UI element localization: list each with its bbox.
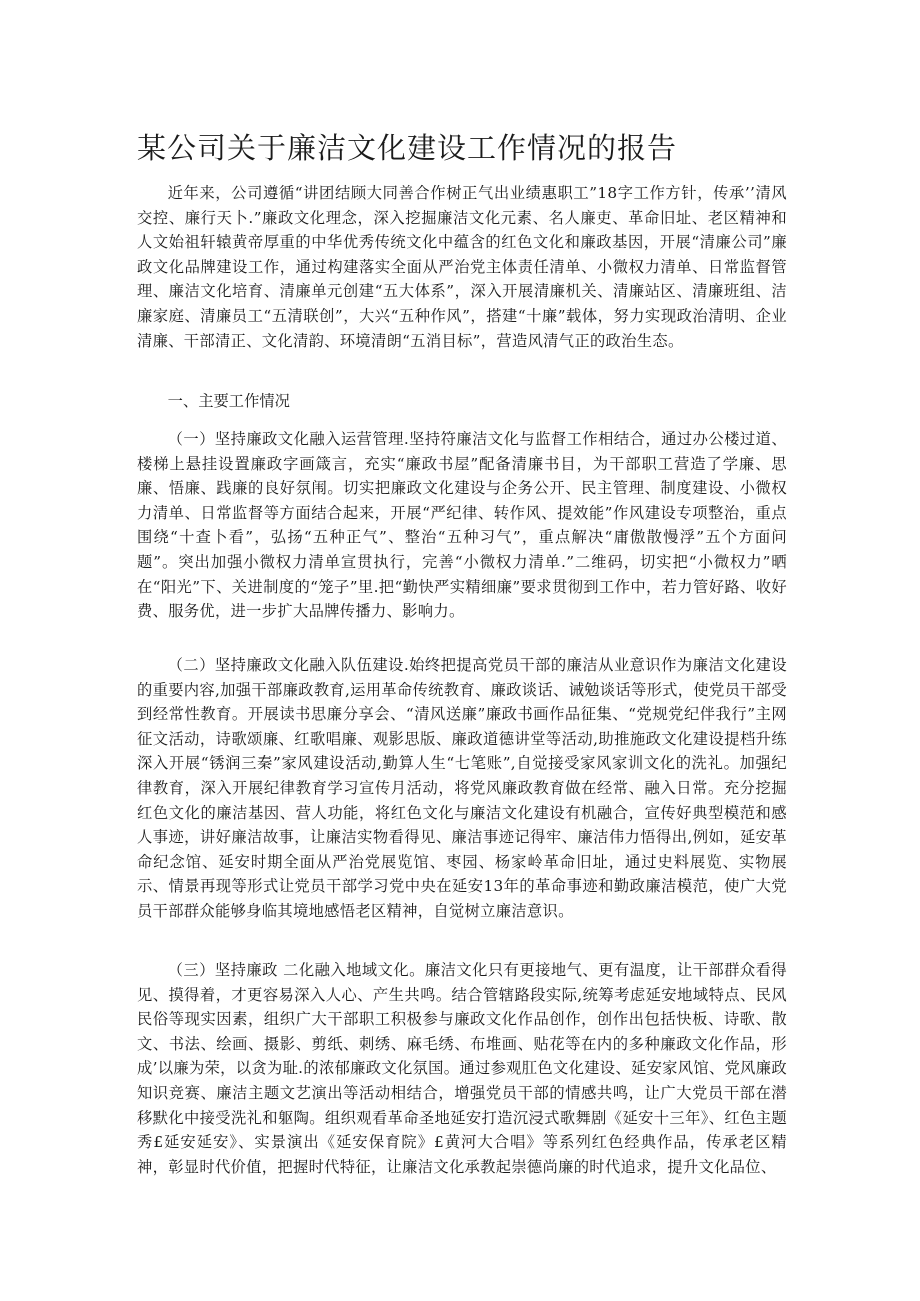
intro-paragraph: 近年来，公司遵循“讲团结顾大同善合作树正气出业绩惠职工”18字工作方针，传承’’清风交控、廉行天卜.”廉政文化理念，深入挖掘廉洁文化元素、名人廉吏、革命旧址、老区精神和人文始祖轩辕黄帝厚重的中华优秀传统文化中蕴含的红色文化和廉政基因，开展“清廉公司”廉政文化品牌建设工作，通过构建落实全面从严治党主体责任清单、小微权力清单、日常监督管理、廉洁文化培育、清廉单元创建“五大体系”，深入开展清廉机关、清廉站区、清廉班组、洁廉家庭、清廉员工“五清联创”，大兴“五种作风”，搭建“十廉”载体，努力实现政治清明、企业清廉、干部清正、文化清韵、环境清朗“五消目标”，营造风清气正的政治生态。 [137, 184, 787, 350]
paragraph-regional-culture: （三）坚持廉政 二化融入地域文化。廉洁文化只有更接地气、更有温度，让干部群众看得见、摸得着，才更容易深入人心、产生共鸣。结合管辖路段实际,统筹考虑延安地域特点、民风民俗等现实因素，组织广大干部职工积极参与廉政文化作品创作，创作出包括快板、诗歌、散文、书法、绘画、摄影、剪纸、刺绣、麻毛绣、布堆画、贴花等在内的多种廉政文化作品，形成’以廉为荣，以贪为耻.的浓郁廉政文化氛国。通过参观肛色文化建设、延安家风馆、党风廉政知识竞赛、廉洁主题文艺演出等活动相结合，增强党员干部的情感共鸣，让广大党员干部在潜移默化中接受洗礼和躯陶。组织观看革命圣地延安打造沉浸式歌舞剧《延安十三年》、红色主题秀£延安延安》、实景演出《延安保育院》£黄河大合唱》等系列红色经典作品，传承老区精神，彰显时代价值，把握时代特征，让廉洁文化承教起崇德尚廉的时代追求，提升文化品位、 [137, 961, 787, 1176]
section-heading-main-work: 一、主要工作情况 [167, 392, 290, 410]
document-title: 某公司关于廉洁文化建设工作情况的报告 [137, 131, 678, 165]
paragraph-operations: （一）坚持廉政文化融入运营管理.坚持符廉洁文化与监督工作相结合，通过办公楼过道、楼梯上悬挂设置廉政字画箴言，充实“廉政书屋”配备清廉书目，为干部职工营造了学廉、思廉、悟廉、践廉的良好氛闱。切实把廉政文化建设与企务公开、民主管理、制度建设、小微权力清单、日常监督等方面结合起来，开展“严纪律、转作风、提效能”作风建设专项整治，重点围绕“十查卜看”，弘扬“五种正气”、整治“五种习气”，重点解决“庸傲散慢浮”五个方面问题”。突出加强小微权力清单宣贯执行，完善“小微权力清单.”二维码，切实把“小微权力”晒在“阳光”下、关进制度的“笼子”里.把“勤快严实精细廉”要求贯彻到工作中，若力管好路、收好费、服务优，进一步扩大品牌传播力、影响力。 [137, 430, 787, 621]
paragraph-team-building: （二）坚持廉政文化融入队伍建设.始终把提高党员干部的廉洁从业意识作为廉洁文化建设的重要内容,加强干部廉政教育,运用革命传统教育、廉政谈话、诫勉谈话等形式，使党员干部受到经常性教育。开展读书思廉分享会、“清风送廉”廉政书画作品征集、“党规党纪伴我行”主网征文活动，诗歌颂廉、红歌唱廉、观影思版、廉政道德讲堂等活动,助推施政文化建设提档升练深入开展“锈润三秦”家风建设活动,勤算人生“七笔账”,自觉接受家风家训文化的洗礼。加强纪律教育，深入开展纪律教育学习宣传月活动，将党风廉政教育做在经常、融入日常。充分挖掘红色文化的廉洁基因、营人功能，将红色文化与廉洁文化建设有机融合，宣传好典型模范和感人事迹，讲好廉洁故事，让廉洁实物看得见、廉洁事迹记得牢、廉洁伟力悟得出,例如，延安革命纪念馆、延安时期全面从严治党展览馆、枣园、杨家岭革命旧址，通过史料展览、实物展示、情景再现等形式让党员干部学习党中央在延安13年的革命事迹和勤政廉洁模范，使广大党员干部群众能够身临其境地感悟老区精神，自觉树立廉洁意识。 [137, 656, 787, 920]
